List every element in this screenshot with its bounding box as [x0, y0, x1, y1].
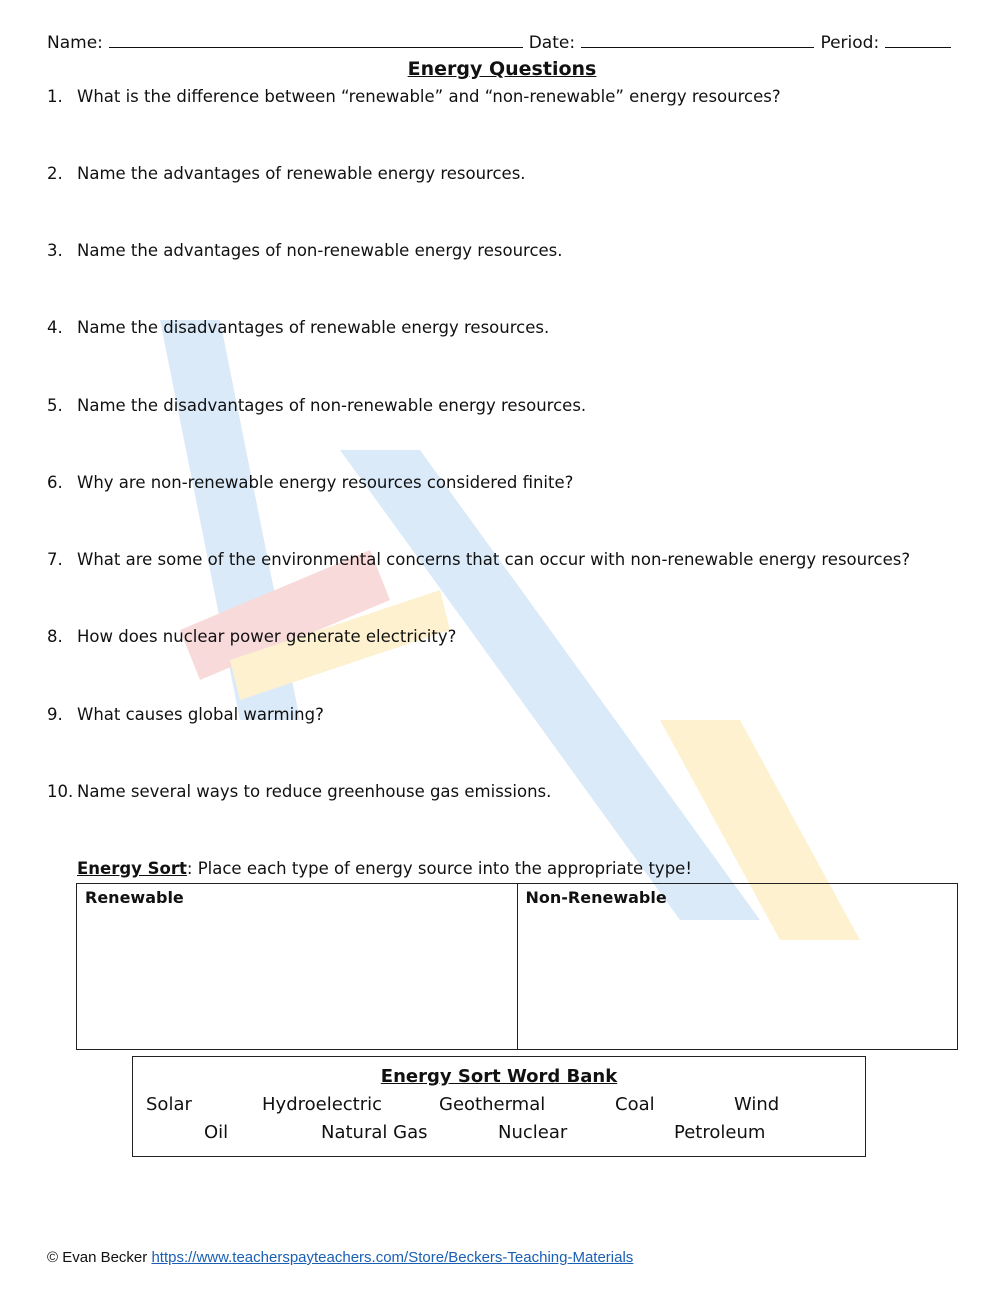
word-bank-item: Coal — [615, 1094, 655, 1115]
question-text: What causes global warming? — [77, 705, 324, 724]
question-text: Name the advantages of non-renewable energy resources. — [77, 241, 563, 260]
word-bank-item: Natural Gas — [321, 1122, 428, 1143]
question-number: 6. — [47, 473, 63, 492]
non-renewable-column-header: Non-Renewable — [525, 888, 667, 907]
question-number: 4. — [47, 318, 63, 337]
page-title: Energy Questions — [407, 58, 597, 80]
non-renewable-column[interactable] — [517, 884, 958, 1049]
footer — [47, 1249, 633, 1266]
question-number: 3. — [47, 241, 63, 260]
question-text: Name the advantages of renewable energy resources. — [77, 164, 526, 183]
question-number: 1. — [47, 87, 63, 106]
question-item — [47, 164, 526, 183]
question-item — [47, 627, 456, 646]
name-field[interactable] — [109, 31, 523, 48]
question-item — [47, 241, 563, 260]
store-link[interactable]: https://www.teacherspayteachers.com/Store/Beckers-Teaching-Materials — [151, 1249, 634, 1266]
question-number: 7. — [47, 550, 63, 569]
period-field[interactable] — [885, 31, 951, 48]
question-item — [47, 782, 551, 801]
energy-sort-instructions — [77, 859, 692, 878]
word-bank-item: Petroleum — [674, 1122, 766, 1143]
word-bank-item: Solar — [146, 1094, 192, 1115]
question-number: 5. — [47, 396, 63, 415]
question-item — [47, 318, 549, 337]
question-number: 10. — [47, 782, 74, 801]
word-bank-item: Wind — [734, 1094, 780, 1115]
student-info-line — [47, 31, 957, 53]
question-text: Name several ways to reduce greenhouse gas emissions. — [77, 782, 552, 801]
question-text: What is the difference between “renewable” and “non-renewable” energy resources? — [77, 87, 781, 106]
period-label: Period: — [820, 33, 880, 53]
word-bank-item: Nuclear — [498, 1122, 568, 1143]
question-item — [47, 705, 324, 724]
question-text: Name the disadvantages of non-renewable energy resources. — [77, 396, 587, 415]
word-bank-item: Hydroelectric — [262, 1094, 383, 1115]
question-text: What are some of the environmental concerns that can occur with non-renewable energy resources? — [77, 550, 911, 569]
date-field[interactable] — [581, 31, 814, 48]
energy-sort-label: Energy Sort — [77, 859, 187, 878]
question-item — [47, 550, 910, 569]
name-label: Name: — [47, 33, 103, 53]
question-number: 9. — [47, 705, 63, 724]
word-bank-title: Energy Sort Word Bank — [380, 1066, 618, 1087]
copyright-text: © Evan Becker — [47, 1249, 148, 1266]
question-text: Why are non-renewable energy resources considered finite? — [77, 473, 574, 492]
word-bank-item: Oil — [204, 1122, 229, 1143]
question-number: 8. — [47, 627, 63, 646]
word-bank-item: Geothermal — [439, 1094, 546, 1115]
word-bank — [132, 1056, 866, 1157]
question-item — [47, 396, 586, 415]
date-label: Date: — [528, 33, 576, 53]
renewable-column[interactable] — [77, 884, 517, 1049]
renewable-column-header: Renewable — [85, 888, 184, 907]
energy-sort-instruction-text: : Place each type of energy source into the appropriate type! — [186, 859, 692, 878]
question-text: Name the disadvantages of renewable energy resources. — [77, 318, 550, 337]
question-item — [47, 87, 781, 106]
question-text: How does nuclear power generate electricity? — [77, 627, 457, 646]
question-number: 2. — [47, 164, 63, 183]
question-item — [47, 473, 573, 492]
energy-sort-table — [76, 883, 958, 1050]
